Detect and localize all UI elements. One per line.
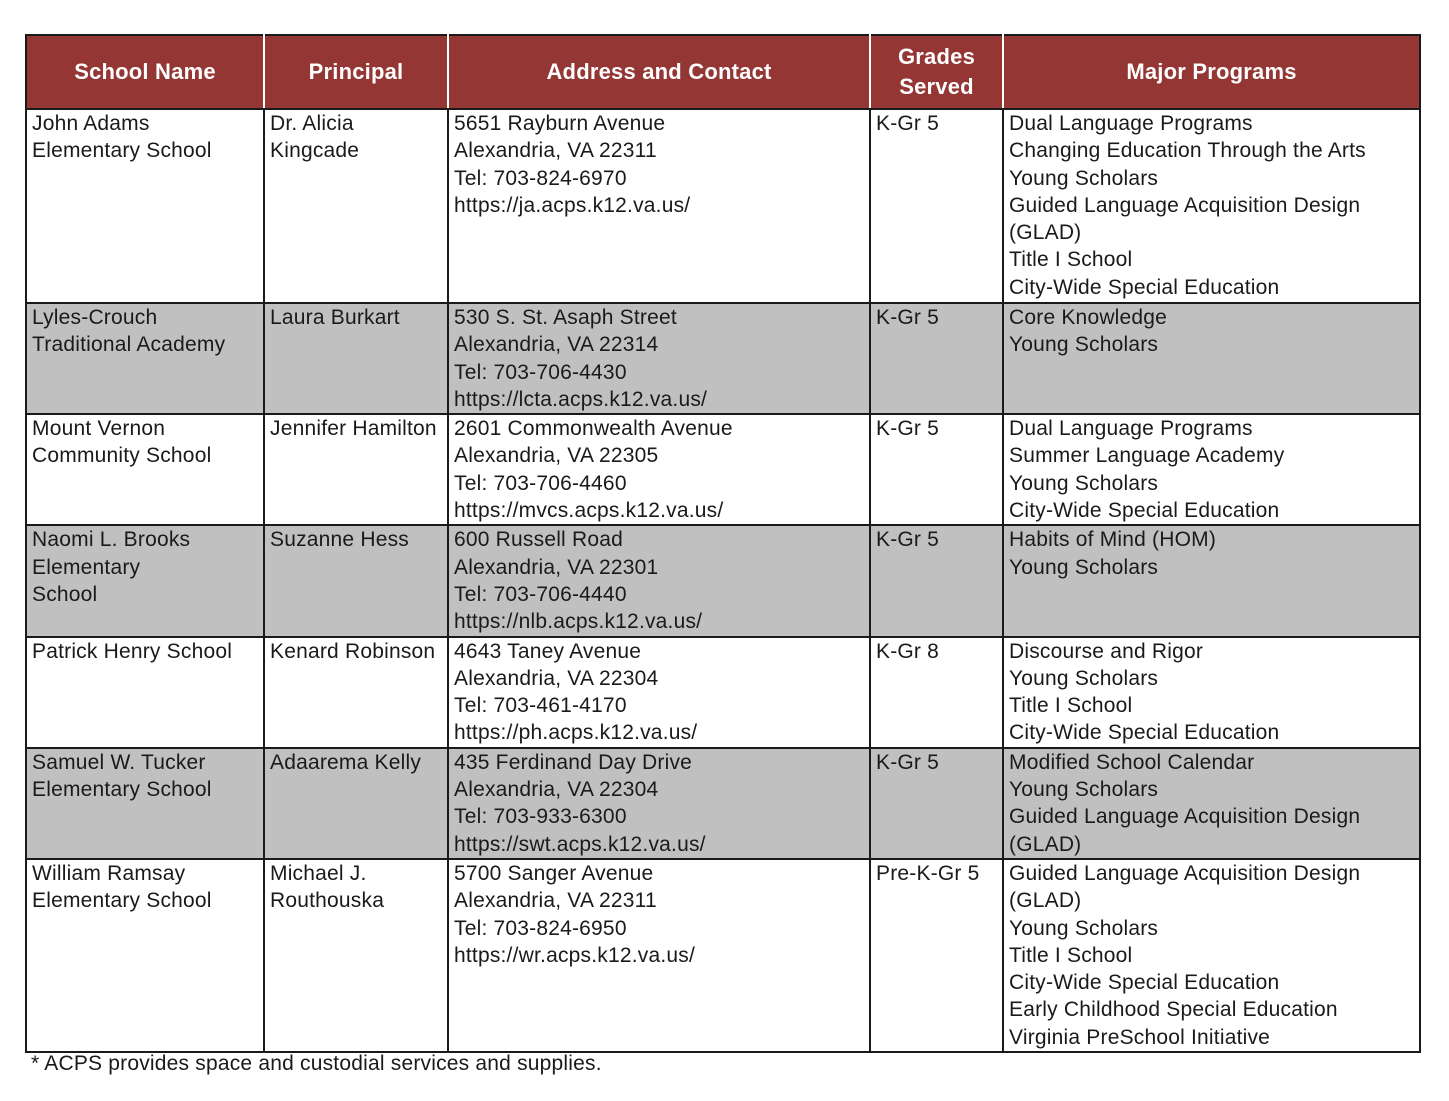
school-name-cell [26, 859, 264, 1052]
cell-line: Alexandria, VA 22304 [454, 666, 659, 690]
footnote: * ACPS provides space and custodial services and supplies. [31, 1052, 602, 1075]
cell-line: https://lcta.acps.k12.va.us/ [454, 387, 708, 411]
grades-served-cell [870, 859, 1003, 1052]
cell-line: 435 Ferdinand Day Drive [454, 750, 693, 774]
cell-line: Young Scholars [1009, 166, 1159, 190]
table-row [26, 637, 1420, 748]
cell-line: Elementary School [32, 778, 212, 802]
cell-line: Adaarema Kelly [270, 750, 422, 774]
cell-line: Summer Language Academy [1009, 444, 1285, 468]
principal-cell [264, 109, 448, 303]
principal-cell [264, 748, 448, 859]
cell-line: Kingcade [270, 139, 360, 163]
cell-line: John Adams [32, 112, 150, 135]
cell-line: Traditional Academy [32, 333, 226, 357]
cell-line: Alexandria, VA 22311 [454, 889, 657, 913]
principal-cell [264, 859, 448, 1052]
address-contact-cell [448, 109, 870, 303]
cell-line: K-Gr 5 [876, 112, 940, 135]
header-row [26, 35, 1420, 109]
cell-line: Young Scholars [1009, 471, 1159, 495]
cell-line: Young Scholars [1009, 333, 1159, 357]
schools-table [25, 34, 1421, 1053]
header-principal: Principal [264, 35, 448, 109]
header-address-contact: Address and Contact [448, 35, 870, 109]
cell-line: Elementary [32, 555, 141, 579]
cell-line: Lyles-Crouch [32, 306, 158, 329]
cell-line: Elementary School [32, 889, 212, 913]
major-programs-cell [1003, 525, 1420, 636]
cell-line: Early Childhood Special Education [1009, 998, 1338, 1022]
cell-line: Tel: 703-706-4460 [454, 471, 627, 495]
table-row [26, 109, 1420, 303]
header-major-programs: Major Programs [1003, 35, 1420, 109]
cell-line: Naomi L. Brooks [32, 528, 191, 552]
cell-line: Community School [32, 444, 212, 468]
cell-line: Suzanne Hess [270, 528, 409, 552]
grades-served-cell [870, 109, 1003, 303]
school-name-cell [26, 109, 264, 303]
cell-line: City-Wide Special Education [1009, 721, 1280, 745]
grades-served-cell [870, 525, 1003, 636]
cell-line: K-Gr 5 [876, 528, 940, 552]
principal-cell [264, 637, 448, 748]
grades-served-cell [870, 748, 1003, 859]
school-name-cell [26, 303, 264, 414]
cell-line: Patrick Henry School [32, 639, 233, 663]
cell-line: Dual Language Programs [1009, 112, 1253, 135]
cell-line: https://nlb.acps.k12.va.us/ [454, 610, 703, 634]
cell-line: School [32, 582, 98, 606]
cell-line: 5700 Sanger Avenue [454, 861, 654, 885]
cell-line: Alexandria, VA 22301 [454, 555, 659, 579]
cell-line: Young Scholars [1009, 555, 1159, 579]
cell-line: City-Wide Special Education [1009, 499, 1280, 523]
grades-served-cell [870, 637, 1003, 748]
table-row [26, 748, 1420, 859]
cell-line: https://mvcs.acps.k12.va.us/ [454, 499, 724, 523]
cell-line: Tel: 703-824-6970 [454, 166, 627, 190]
cell-line: Core Knowledge [1009, 306, 1168, 329]
cell-line: Samuel W. Tucker [32, 750, 206, 774]
cell-line: Alexandria, VA 22305 [454, 444, 659, 468]
cell-line: City-Wide Special Education [1009, 971, 1280, 995]
cell-line: Dr. Alicia [270, 112, 354, 135]
cell-line: K-Gr 8 [876, 639, 940, 663]
address-contact-cell [448, 303, 870, 414]
cell-line: https://wr.acps.k12.va.us/ [454, 943, 695, 967]
school-name-cell [26, 414, 264, 525]
major-programs-cell [1003, 637, 1420, 748]
cell-line: Changing Education Through the Arts [1009, 139, 1366, 163]
cell-line: Tel: 703-461-4170 [454, 694, 627, 718]
cell-line: 530 S. St. Asaph Street [454, 306, 677, 329]
address-contact-cell [448, 525, 870, 636]
cell-line: K-Gr 5 [876, 417, 940, 441]
major-programs-cell [1003, 109, 1420, 303]
address-contact-cell [448, 859, 870, 1052]
cell-line: Alexandria, VA 22311 [454, 139, 657, 163]
major-programs-cell [1003, 748, 1420, 859]
cell-line: (GLAD) [1009, 221, 1082, 245]
cell-line: Guided Language Acquisition Design [1009, 861, 1361, 885]
table-row [26, 303, 1420, 414]
major-programs-cell [1003, 414, 1420, 525]
address-contact-cell [448, 637, 870, 748]
cell-line: 2601 Commonwealth Avenue [454, 417, 733, 441]
header-school-name: School Name [26, 35, 264, 109]
major-programs-cell [1003, 859, 1420, 1052]
cell-line: Discourse and Rigor [1009, 639, 1204, 663]
cell-line: Title I School [1009, 943, 1133, 967]
cell-line: 600 Russell Road [454, 528, 623, 552]
cell-line: K-Gr 5 [876, 306, 940, 329]
cell-line: Title I School [1009, 694, 1133, 718]
cell-line: Title I School [1009, 248, 1133, 272]
address-contact-cell [448, 748, 870, 859]
cell-line: City-Wide Special Education [1009, 275, 1280, 299]
cell-line: Virginia PreSchool Initiative [1009, 1025, 1271, 1049]
cell-line: Tel: 703-824-6950 [454, 916, 627, 940]
cell-line: Michael J. [270, 861, 367, 885]
cell-line: Kenard Robinson [270, 639, 436, 663]
cell-line: Alexandria, VA 22304 [454, 778, 659, 802]
cell-line: Mount Vernon [32, 417, 166, 441]
address-contact-cell [448, 414, 870, 525]
cell-line: https://swt.acps.k12.va.us/ [454, 832, 706, 856]
cell-line: K-Gr 5 [876, 750, 940, 774]
cell-line: Dual Language Programs [1009, 417, 1253, 441]
cell-line: Alexandria, VA 22314 [454, 333, 659, 357]
cell-line: Young Scholars [1009, 666, 1159, 690]
cell-line: Laura Burkart [270, 306, 400, 329]
cell-line: Tel: 703-933-6300 [454, 805, 627, 829]
cell-line: Modified School Calendar [1009, 750, 1255, 774]
header-grades-served: Grades Served [870, 35, 1003, 109]
table-row [26, 525, 1420, 636]
cell-line: (GLAD) [1009, 832, 1082, 856]
cell-line: 5651 Rayburn Avenue [454, 112, 666, 135]
school-name-cell [26, 748, 264, 859]
cell-line: https://ja.acps.k12.va.us/ [454, 193, 691, 217]
grades-served-cell [870, 303, 1003, 414]
cell-line: Tel: 703-706-4430 [454, 360, 627, 384]
cell-line: Elementary School [32, 139, 212, 163]
table-row [26, 859, 1420, 1052]
grades-served-cell [870, 414, 1003, 525]
cell-line: Routhouska [270, 889, 385, 913]
school-name-cell [26, 637, 264, 748]
cell-line: Pre-K-Gr 5 [876, 861, 980, 885]
cell-line: Young Scholars [1009, 778, 1159, 802]
cell-line: https://ph.acps.k12.va.us/ [454, 721, 698, 745]
cell-line: Guided Language Acquisition Design [1009, 805, 1361, 829]
cell-line: William Ramsay [32, 861, 186, 885]
table-row [26, 414, 1420, 525]
cell-line: Tel: 703-706-4440 [454, 582, 627, 606]
cell-line: Habits of Mind (HOM) [1009, 528, 1217, 552]
principal-cell [264, 525, 448, 636]
cell-line: Young Scholars [1009, 916, 1159, 940]
cell-line: Guided Language Acquisition Design [1009, 193, 1361, 217]
cell-line: Jennifer Hamilton [270, 417, 437, 441]
principal-cell [264, 303, 448, 414]
cell-line: 4643 Taney Avenue [454, 639, 642, 663]
principal-cell [264, 414, 448, 525]
major-programs-cell [1003, 303, 1420, 414]
school-name-cell [26, 525, 264, 636]
cell-line: (GLAD) [1009, 889, 1082, 913]
